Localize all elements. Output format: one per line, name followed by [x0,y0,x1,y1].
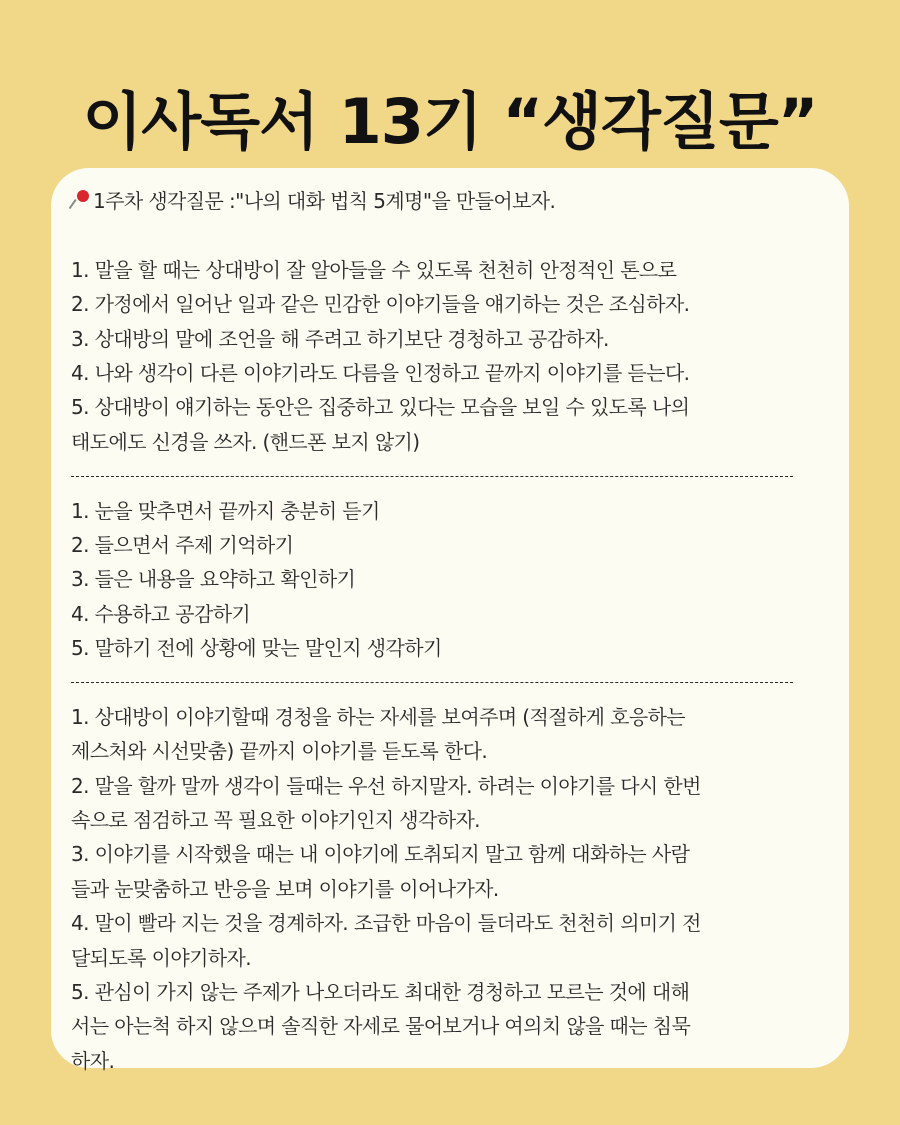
list-item: 2. 들으면서 주제 기억하기 [71,532,294,557]
list-item: 2. 말을 할까 말까 생각이 들때는 우선 하지말자. 하려는 이야기를 다시 한번 [71,773,701,798]
list-item: 4. 나와 생각이 다른 이야기라도 다름을 인정하고 끝까지 이야기를 듣는다. [71,360,690,385]
dashed-divider [71,665,841,699]
list-item: 들과 눈맞춤하고 반응을 보며 이야기를 이어나가자. [71,876,499,901]
list-item: 5. 상대방이 얘기하는 동안은 집중하고 있다는 모습을 보일 수 있도록 나의 [71,395,690,420]
rules-section-2 [71,494,841,666]
content-card [51,168,849,1073]
list-item: 5. 말하기 전에 상황에 맞는 말인지 생각하기 [71,636,442,661]
list-item: 3. 이야기를 시작했을 때는 내 이야기에 도취되지 말고 함께 대화하는 사람 [71,842,690,867]
list-item: 1. 눈을 맞추면서 끝까지 충분히 듣기 [71,498,380,523]
list-item: 3. 상대방의 말에 조언을 해 주려고 하기보단 경청하고 공감하자. [71,326,609,351]
dashed-divider [71,459,841,493]
list-item: 4. 말이 빨라 지는 것을 경계하자. 조급한 마음이 들더라도 천천히 의미기 전 [71,911,701,936]
list-item: 1. 상대방이 이야기할때 경청을 하는 자세를 보여주며 (적절하게 호응하는 [71,704,686,729]
list-item: 3. 들은 내용을 요약하고 확인하기 [71,567,356,592]
list-item: 4. 수용하고 공감하기 [71,601,251,626]
card-heading [71,184,841,218]
list-item: 제스처와 시선맞춤) 끝까지 이야기를 듣도록 한다. [71,739,488,764]
spacer [71,218,841,252]
card-heading-text: 1주차 생각질문 :"나의 대화 법칙 5계명"을 만들어보자. [93,189,556,213]
list-item: 서는 아는척 하지 않으며 솔직한 자세로 물어보거나 여의치 않을 때는 침묵 [71,1014,691,1039]
rules-section-3 [71,700,841,1078]
page-title: 이사독서 13기 “생각질문” [82,85,818,158]
list-item: 속으로 점검하고 꼭 필요한 이야기인지 생각하자. [71,808,480,833]
list-item: 달되도록 이야기하자. [71,945,251,970]
rules-section-1 [71,253,841,459]
list-item: 태도에도 신경을 쓰자. (핸드폰 보지 않기) [71,429,420,454]
list-item: 하자. [71,1048,115,1073]
card-content [71,184,841,1078]
list-item: 2. 가정에서 일어난 일과 같은 민감한 이야기들을 얘기하는 것은 조심하자. [71,292,690,317]
pushpin-icon [71,189,91,211]
list-item: 1. 말을 할 때는 상대방이 잘 알아들을 수 있도록 천천히 안정적인 톤으로 [71,257,677,282]
list-item: 5. 관심이 가지 않는 주제가 나오더라도 최대한 경청하고 모르는 것에 대해 [71,979,690,1004]
